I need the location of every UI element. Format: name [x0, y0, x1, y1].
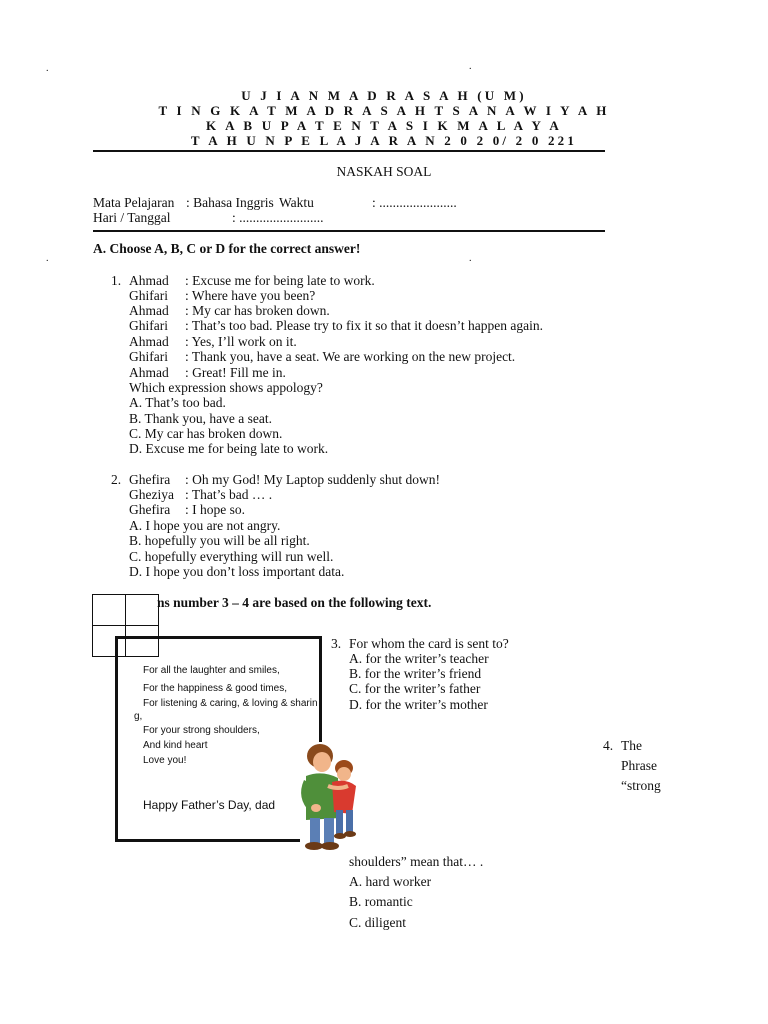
- margin-dot: .: [46, 63, 49, 74]
- q1-question: Which expression shows appology?: [129, 380, 323, 395]
- q2-option-a[interactable]: A. I hope you are not angry.: [129, 518, 281, 533]
- father-child-illustration: [292, 740, 364, 852]
- subject-label: Mata Pelajaran: [93, 195, 175, 210]
- q1-option-d[interactable]: D. Excuse me for being late to work.: [129, 441, 329, 456]
- dialog-line: : I hope so.: [185, 502, 245, 517]
- card-line: For all the laughter and smiles,: [143, 665, 280, 676]
- q4-word: The: [621, 738, 642, 753]
- card-line: For the happiness & good times,: [143, 683, 287, 694]
- dialog-line: : That’s bad … .: [185, 487, 273, 502]
- card-line: Love you!: [143, 755, 187, 766]
- speaker: Ghifari: [129, 288, 168, 303]
- speaker: Ahmad: [129, 365, 169, 380]
- q4-word: “strong: [621, 778, 661, 793]
- info-divider: [93, 230, 605, 232]
- q4-question: shoulders” mean that… .: [349, 854, 484, 869]
- q3-number: 3.: [331, 636, 342, 651]
- margin-dot: .: [46, 253, 49, 264]
- card-line: For listening & caring, & loving & sharin: [143, 698, 318, 709]
- card-border-left: [115, 636, 118, 842]
- dialog-line: : Thank you, have a seat. We are working on the new project.: [185, 349, 516, 364]
- card-border-right: [319, 636, 322, 742]
- q4-option-c[interactable]: C. diligent: [349, 915, 406, 930]
- card-border-bottom: [115, 839, 300, 842]
- q1-option-c[interactable]: C. My car has broken down.: [129, 426, 283, 441]
- page-title: NASKAH SOAL: [336, 164, 432, 179]
- instruction-text: ns number 3 – 4 are based on the following text.: [157, 595, 432, 610]
- card-signature: Happy Father’s Day, dad: [143, 798, 276, 812]
- table-cell: [92, 625, 126, 657]
- q3-option-c[interactable]: C. for the writer’s father: [349, 681, 481, 696]
- margin-dot: .: [469, 253, 472, 264]
- q3-option-b[interactable]: B. for the writer’s friend: [349, 666, 482, 681]
- q4-option-b[interactable]: B. romantic: [349, 894, 413, 909]
- speaker: Ahmad: [129, 273, 169, 288]
- table-cell: [125, 594, 159, 626]
- card-line: And kind heart: [143, 740, 208, 751]
- exam-title: U J I A N M A D R A S A H (U M): [241, 88, 527, 103]
- time-label: Waktu: [279, 195, 314, 210]
- q3-option-d[interactable]: D. for the writer’s mother: [349, 697, 488, 712]
- date-label: Hari / Tanggal: [93, 210, 171, 225]
- card-line: For your strong shoulders,: [143, 725, 260, 736]
- q4-option-a[interactable]: A. hard worker: [349, 874, 432, 889]
- time-value: : .......................: [372, 195, 457, 210]
- q2-number: 2.: [111, 472, 122, 487]
- dialog-line: : Oh my God! My Laptop suddenly shut down!: [185, 472, 440, 487]
- dialog-line: : Where have you been?: [185, 288, 316, 303]
- speaker: Ghefira: [129, 502, 171, 517]
- margin-dot: .: [469, 61, 472, 72]
- q2-option-b[interactable]: B. hopefully you will be all right.: [129, 533, 310, 548]
- table-cell: [92, 594, 126, 626]
- card-border-top: [115, 636, 322, 639]
- date-value: : .........................: [232, 210, 324, 225]
- q1-number: 1.: [111, 273, 122, 288]
- dialog-line: : My car has broken down.: [185, 303, 330, 318]
- q3-option-a[interactable]: A. for the writer’s teacher: [349, 651, 489, 666]
- speaker: Ghifari: [129, 318, 168, 333]
- q3-question: For whom the card is sent to?: [349, 636, 509, 651]
- school-level: T I N G K A T M A D R A S A H T S A N A W I Y A H: [158, 103, 610, 118]
- q2-option-c[interactable]: C. hopefully everything will run well.: [129, 549, 334, 564]
- table-cell: [125, 625, 159, 657]
- header-divider: [93, 150, 605, 152]
- speaker: Ghifari: [129, 349, 168, 364]
- speaker: Ahmad: [129, 334, 169, 349]
- district: K A B U P A T E N T A S I K M A L A Y A: [206, 118, 562, 133]
- dialog-line: : Yes, I’ll work on it.: [185, 334, 297, 349]
- q2-option-d[interactable]: D. I hope you don’t loss important data.: [129, 564, 345, 579]
- academic-year: T A H U N P E L A J A R A N 2 0 2 0/ 2 0 221: [190, 133, 578, 148]
- card-line: g,: [134, 711, 143, 722]
- speaker: Ghefira: [129, 472, 171, 487]
- dialog-line: : Excuse me for being late to work.: [185, 273, 375, 288]
- q4-word: Phrase: [621, 758, 657, 773]
- speaker: Gheziya: [129, 487, 174, 502]
- dialog-line: : Great! Fill me in.: [185, 365, 286, 380]
- q1-option-b[interactable]: B. Thank you, have a seat.: [129, 411, 272, 426]
- q4-number: 4.: [603, 738, 614, 753]
- card-text: [143, 663, 318, 711]
- section-heading: A. Choose A, B, C or D for the correct answer!: [93, 241, 361, 256]
- subject-value: : Bahasa Inggris: [186, 195, 274, 210]
- q1-option-a[interactable]: A. That’s too bad.: [129, 395, 226, 410]
- dialog-line: : That’s too bad. Please try to fix it so that it doesn’t happen again.: [185, 318, 543, 333]
- speaker: Ahmad: [129, 303, 169, 318]
